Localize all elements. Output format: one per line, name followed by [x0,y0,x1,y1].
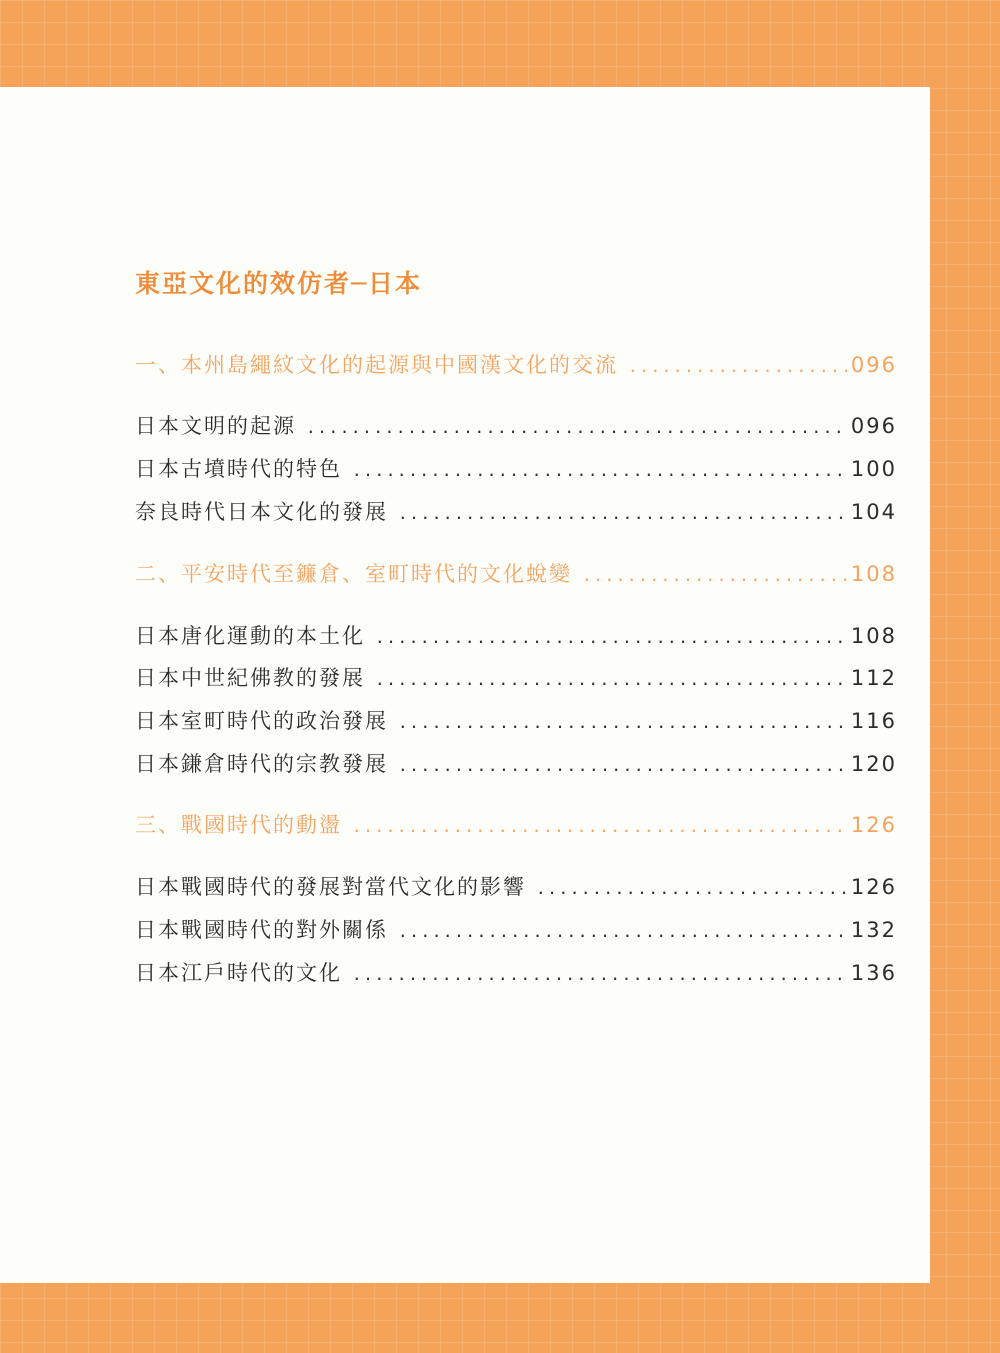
toc-section-2[interactable] [135,558,897,590]
toc-page-number: 132 [850,918,897,942]
dot-leader [375,622,847,654]
toc-entry[interactable] [135,957,897,989]
toc-entry[interactable] [135,662,897,694]
toc-page-number: 116 [850,709,897,733]
dot-leader [352,811,847,843]
toc-entry-label: 日本鎌倉時代的宗教發展 [135,752,388,776]
dot-leader [306,412,847,444]
toc-section-label: 二、平安時代至鐮倉、室町時代的文化蛻變 [135,562,572,586]
dot-leader [352,455,847,487]
toc-page-number: 112 [850,666,897,690]
toc-section-3[interactable] [135,809,897,841]
dot-leader [398,750,847,782]
toc-entry[interactable] [135,705,897,737]
dot-leader [398,498,847,530]
toc-entry[interactable] [135,914,897,946]
toc-page-number: 096 [850,353,897,377]
toc-section-1[interactable] [135,349,897,381]
dot-leader [628,351,847,383]
toc-page-number: 108 [850,624,897,648]
toc-page-number: 100 [850,457,897,481]
toc-page-number: 126 [850,875,897,899]
toc-entry[interactable] [135,748,897,780]
toc-entry[interactable] [135,453,897,485]
toc-page-number: 108 [850,562,897,586]
toc-entry-label: 日本江戶時代的文化 [135,961,342,985]
toc-entry[interactable] [135,871,897,903]
toc-entry-label: 奈良時代日本文化的發展 [135,500,388,524]
toc-entry[interactable] [135,410,897,442]
dot-leader [398,707,847,739]
toc-page-number: 104 [850,500,897,524]
toc-page-number: 126 [850,813,897,837]
dot-leader [398,916,847,948]
toc-section-label: 三、戰國時代的動盪 [135,813,342,837]
dot-leader [375,664,847,696]
toc-entry-label: 日本戰國時代的發展對當代文化的影響 [135,875,526,899]
toc-entry-label: 日本文明的起源 [135,414,296,438]
toc-title: 東亞文化的效仿者─日本 [135,269,423,298]
dot-leader [582,560,847,592]
toc-entry-label: 日本室町時代的政治發展 [135,709,388,733]
dot-leader [536,873,847,905]
toc-entry[interactable] [135,496,897,528]
toc-entry-label: 日本戰國時代的對外關係 [135,918,388,942]
toc-page-number: 136 [850,961,897,985]
toc-entry-label: 日本中世紀佛教的發展 [135,666,365,690]
toc-entry[interactable] [135,620,897,652]
toc-entry-label: 日本唐化運動的本土化 [135,624,365,648]
toc-page-number: 096 [850,414,897,438]
toc-page-number: 120 [850,752,897,776]
toc-section-label: 一、本州島繩紋文化的起源與中國漢文化的交流 [135,353,618,377]
toc-entry-label: 日本古墳時代的特色 [135,457,342,481]
dot-leader [352,959,847,991]
